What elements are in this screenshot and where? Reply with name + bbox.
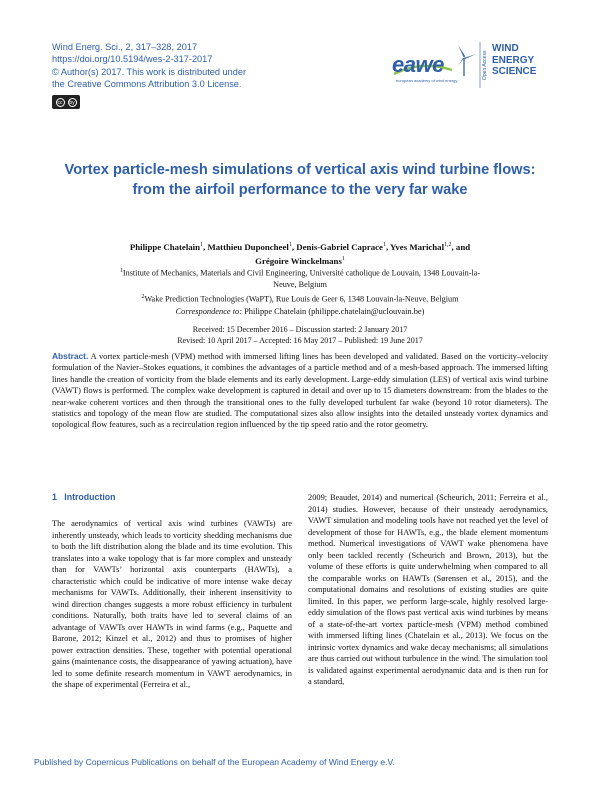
- correspondence-label: Correspondence to:: [175, 307, 243, 316]
- doi-link[interactable]: https://doi.org/10.5194/wes-2-317-2017: [52, 54, 213, 65]
- publisher-footer: Published by Copernicus Publications on behalf of the European Academy of Wind Energy e.V.: [34, 757, 395, 767]
- cc-icon: cc: [57, 99, 63, 106]
- author: Denis-Gabriel Caprace: [296, 241, 383, 252]
- author-list: Philippe Chatelain$^1$, Matthieu Duponcheel$^1$, Denis-Gabriel Caprace$^1$, Yves Marichal$^{1,2}$, and Grégoire Winckelmans$^1$: [129, 241, 471, 266]
- author: Matthieu Duponcheel: [207, 241, 289, 252]
- body-column-left: The aerodynamics of vertical axis wind turbines (VAWTs) are inherently unsteady, which leads to vorticity shedding mechanisms due to both the lift distribution along the blade and its time evolution. This translates into a wake topology that is far more complex and unsteady than for VAWTs’ horizontal axis counterparts (HAWTs), a characteristic which could be indicative of more intense wake decay mechanisms for VAWTs. Additionally, their inherent insensitivity to wind direction changes suggests a more robust efficiency in turbulent conditions. Naturally, both traits have led to several claims of an advantage of VAWTs over HAWTs in wind farms (e.g., Paquette and Barone, 2012; Kinzel et al., 2012) and thus to promises of higher power extraction densities. These, together with potential operational gains (maintenance costs, the disappearance of yawing actuation), have led to some definite research momentum in VAWT aerodynamics, in the shape of experimental (Ferreira et al.,: [52, 519, 292, 689]
- eawe-wordmark: eawe: [392, 52, 444, 77]
- affiliations: [70, 266, 530, 304]
- abstract-heading: Abstract.: [52, 351, 89, 361]
- open-access-label: Open Access: [482, 50, 488, 80]
- author: Grégoire Winckelmans: [255, 255, 342, 266]
- journal-logo: [392, 40, 552, 90]
- eawe-tagline: european academy of wind energy: [396, 78, 458, 83]
- author: Yves Marichal: [390, 241, 445, 252]
- abstract: [52, 351, 548, 431]
- author: Philippe Chatelain: [129, 241, 201, 252]
- by-icon: by: [69, 99, 75, 106]
- correspondence-email[interactable]: Philippe Chatelain (philippe.chatelain@uclouvain.be): [244, 307, 425, 316]
- correspondence: [60, 306, 540, 317]
- body-column-right: 2009; Beaudet, 2014) and numerical (Scheurich, 2011; Ferreira et al., 2014) studies. However, because of their unsteady aerodynamics, VAWT simulation and modeling tools have not reached yet the level of development of those for HAWTs, e.g., the blade element momentum method. Numerical investigations of VAWT wake phenomena have only been tackled recently (Scheurich and Brown, 2013), but the volume of these efforts is quite underwhelming when compared to all the comparable works on HAWTs (Sørensen et al., 2015), and the computational domains and resolutions of existing studies are quite limited. In this paper, we perform large-scale, highly resolved large-eddy simulation of the flows past vertical axis wind turbines by means of a state-of-the-art vortex particle-mesh (VPM) method combined with immersed lifting lines (Chatelain et al., 2013). We focus on the intrinsic vortex dynamics and wake decay mechanisms; all simulations are thus carried out without turbulence in the wind. The simulation tool is validated against experimental aerodynamic data and is then run for a standard,: [308, 493, 548, 686]
- section-heading: 1 Introduction: [52, 492, 116, 502]
- paper-title: Vortex particle-mesh simulations of vertical axis wind turbine flows: from the airfoil performance to the very far wake: [64, 162, 536, 198]
- journal-meta: [52, 41, 246, 91]
- cc-by-badge[interactable]: [52, 95, 80, 109]
- journal-name: WIND ENERGY SCIENCE: [492, 43, 537, 77]
- abstract-text: A vortex particle-mesh (VPM) method with immersed lifting lines has been developed and validated. Based on the vorticity–velocity formulation of the Navier–Stokes equations, it combines the advantages of a particle method and of a mesh-based approach. The immersed lifting lines handle the creation of vorticity from the blade elements and its early development. Large-eddy simulation (LES) of vertical axis wind turbine (VAWT) flows is performed. The complex wake development is captured in detail and over up to 15 diameters downstream: from the blades to the near-wake coherent vortices and then through the transitional ones to the fully developed turbulent far wake (beyond 10 rotor diameters). The statistics and topology of the mean flow are studied. The computational sizes also allow insights into the detailed unsteady vortex dynamics and topological flow features, such as a recirculation region influenced by the tip speed ratio and the rotor geometry.: [52, 352, 548, 430]
- license-line[interactable]: the Creative Commons Attribution 3.0 License.: [52, 79, 242, 90]
- publication-dates: Received: 15 December 2016 – Discussion started: 2 January 2017 Revised: 10 April 2017 – Accepted: 16 May 2017 – Published: 19 June 2017: [177, 325, 423, 345]
- affiliation-2: $^2$Wake Prediction Technologies (WaPT), Rue Louis de Geer 6, 1348 Louvain-la-Neuve, Belgium: [141, 293, 459, 304]
- copyright-line: © Author(s) 2017. This work is distributed under: [52, 66, 247, 77]
- affiliation-1: $^1$Institute of Mechanics, Materials and Civil Engineering, Université catholique de Louvain, 1348 Louvain-la-Neuve, Belgium: [119, 268, 481, 289]
- citation: Wind Energ. Sci., 2, 317–328, 2017: [52, 42, 198, 52]
